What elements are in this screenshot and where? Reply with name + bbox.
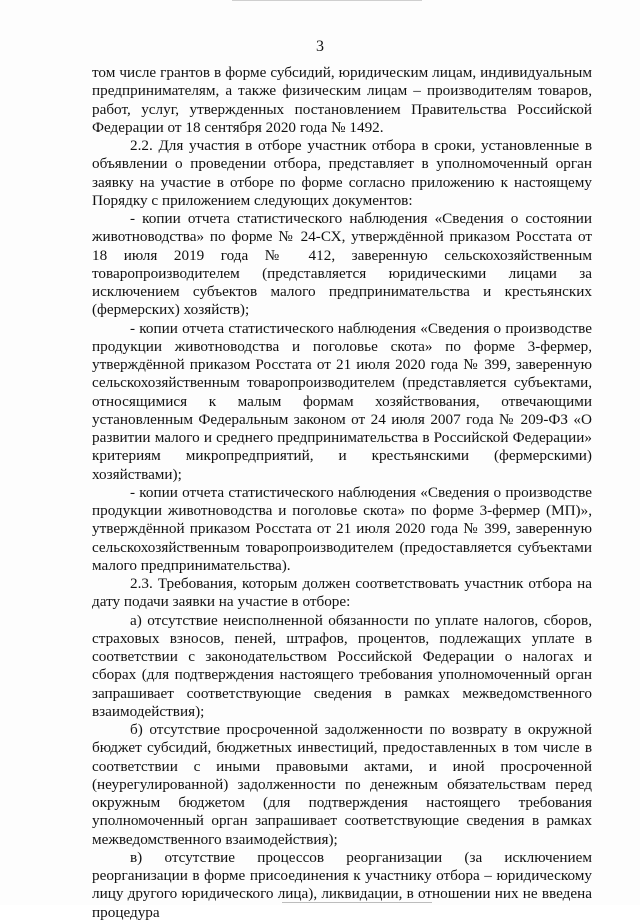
document-body bbox=[92, 64, 592, 922]
paragraph-2-3: 2.3. Требования, которым должен соответствовать участник отбора на дату подачи заявки на участие в отборе: bbox=[92, 575, 592, 611]
list-item-3-fermer-mp: - копии отчета статистического наблюдения «Сведения о производстве продукции животноводства и поголовье скота» по форме 3-фермер (МП)», утверждённой приказом Росстата от 21 июля 2020 года № 399, заверенную сельскохозяйственным товаропроизводителем (предоставляется субъектами малого предпринимательства). bbox=[92, 483, 592, 574]
page-number: 3 bbox=[316, 38, 324, 55]
top-divider bbox=[232, 0, 422, 1]
bottom-divider bbox=[282, 902, 432, 903]
paragraph-grants-continuation: том числе грантов в форме субсидий, юридическим лицам, индивидуальным предпринимателям, а также физическим лицам – производителям товаров, работ, услуг, утвержденных постановлением Правительства Российской Федерации от 18 сентября 2020 года № 1492. bbox=[92, 64, 592, 136]
list-item-24-sx: - копии отчета статистического наблюдения «Сведения о состоянии животноводства» по форме № 24-СХ, утверждённой приказом Росстата от 18 июля 2019 года № 412, заверенную сельскохозяйственным товаропроизводителем (представляется юридическими лицами за исключением субъектов малого предпринимательства и крестьянских (фермерских) хозяйств); bbox=[92, 210, 592, 319]
list-item-3-fermer: - копии отчета статистического наблюдения «Сведения о производстве продукции животноводства и поголовье скота» по форме 3-фермер, утверждённой приказом Росстата от 21 июля 2020 года № 399, заверенную сельскохозяйственным товаропроизводителем (представляется субъектами, относящимися к малым формам хозяйствования, отвечающими установленным Федеральным законом от 24 июля 2007 года № 209-ФЗ «О развитии малого и среднего предпринимательства в Российской Федерации» критериям микропредприятий, и крестьянскими (фермерскими) хозяйствами); bbox=[92, 319, 592, 483]
requirement-v: в) отсутствие процессов реорганизации (за исключением реорганизации в форме присоединения к участнику отбора – юридическому лицу другого юридического лица), ликвидации, в отношении них не введена процедура bbox=[92, 848, 592, 921]
requirement-b: б) отсутствие просроченной задолженности по возврату в окружной бюджет субсидий, бюджетных инвестиций, предоставленных в том числе в соответствии с иными правовыми актами, и иной просроченной (неурегулированной) задолженности по денежным обязательствам перед окружным бюджетом (для подтверждения настоящего требования уполномоченный орган запрашивает соответствующие сведения в рамках межведомственного взаимодействия); bbox=[92, 721, 592, 848]
paragraph-2-2: 2.2. Для участия в отборе участник отбора в сроки, установленные в объявлении о проведении отбора, представляет в уполномоченный орган заявку на участие в отборе по форме согласно приложению к настоящему Порядку с приложением следующих документов: bbox=[92, 137, 592, 209]
requirement-a: а) отсутствие неисполненной обязанности по уплате налогов, сборов, страховых взносов, пеней, штрафов, процентов, подлежащих уплате в соответствии с законодательством Российской Федерации о налогах и сборах (для подтверждения настоящего требования уполномоченный орган запрашивает соответствующие сведения в рамках межведомственного взаимодействия); bbox=[92, 611, 592, 720]
